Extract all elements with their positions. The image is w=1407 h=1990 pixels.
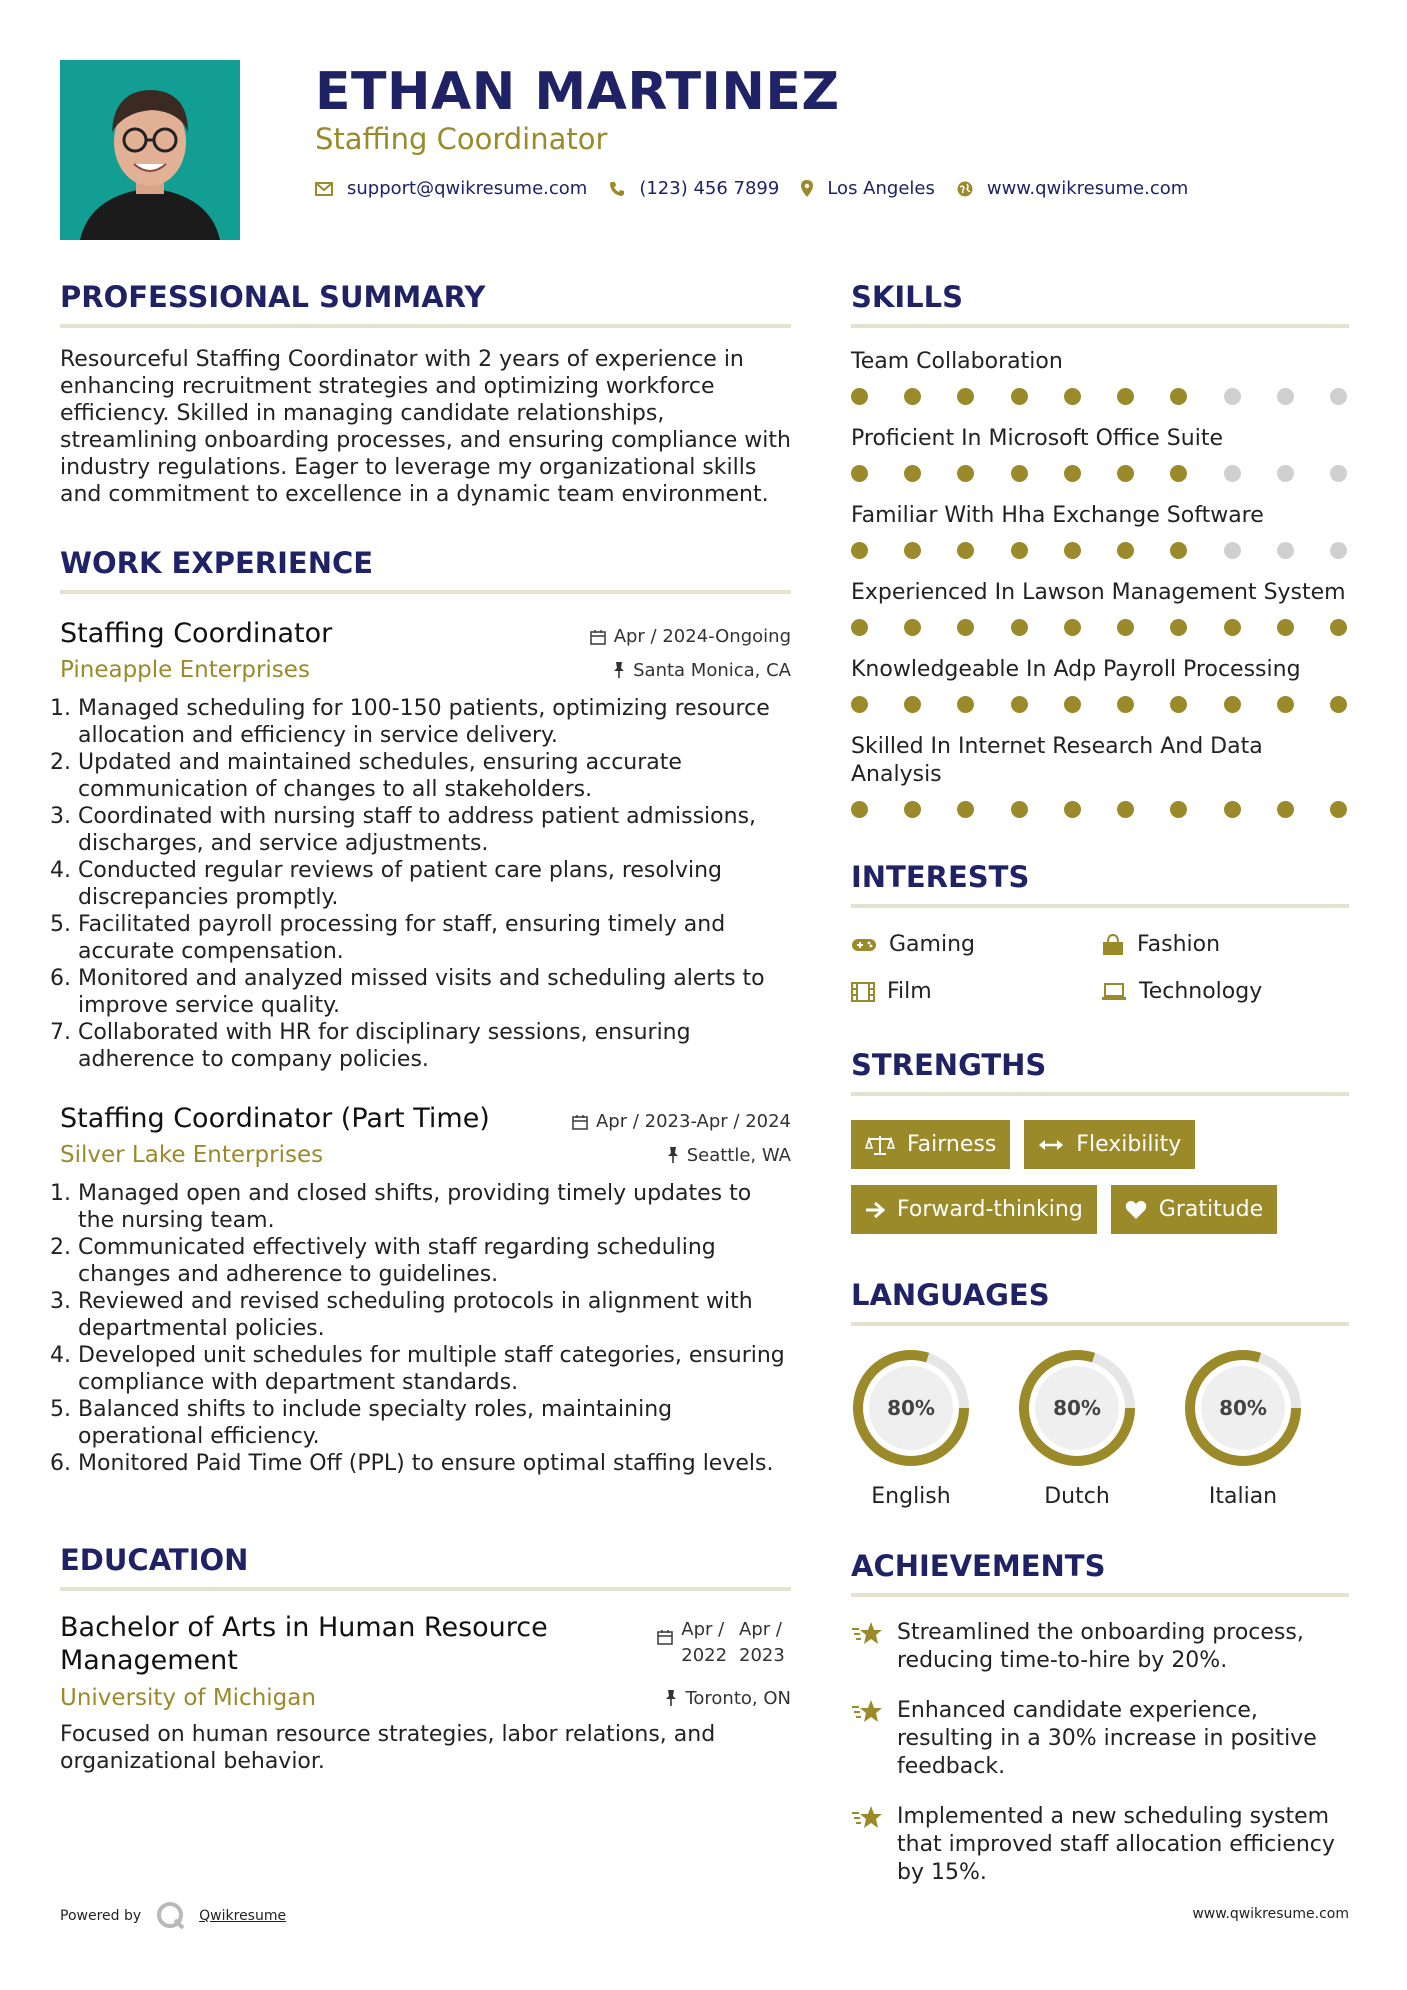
achievements-list: [851, 1619, 1349, 1887]
rating-dot: [1117, 465, 1134, 482]
strengths-section: [851, 1048, 1349, 1250]
interest-label: Gaming: [889, 932, 975, 957]
language-name: Dutch: [1044, 1484, 1110, 1509]
strength-tag: [851, 1185, 1097, 1234]
strength-label: Fairness: [907, 1132, 997, 1157]
education-section: [60, 1543, 791, 1775]
contact-email[interactable]: [315, 178, 587, 199]
job-bullet: 7. Collaborated with HR for disciplinary sessions, ensuring adherence to company policies.: [78, 1019, 791, 1073]
skill-rating: [851, 696, 1349, 713]
rating-dot: [904, 696, 921, 713]
contact-website[interactable]: [957, 178, 1188, 199]
rating-dot: [1011, 465, 1028, 482]
language-ring: [1183, 1348, 1303, 1468]
rating-dot: [1011, 696, 1028, 713]
film-icon: [851, 982, 875, 1002]
website-text: www.qwikresume.com: [986, 178, 1189, 199]
rating-dot: [1224, 801, 1241, 818]
skill-name: Familiar With Hha Exchange Software: [851, 503, 1264, 528]
rating-dot: [957, 542, 974, 559]
languages-section: [851, 1278, 1349, 1509]
rating-dot: [1170, 388, 1187, 405]
rating-dot: [851, 801, 868, 818]
pushpin-icon: [613, 662, 625, 678]
rating-dot: [1330, 696, 1347, 713]
language-name: English: [871, 1484, 951, 1509]
job-date: [590, 626, 791, 647]
envelope-icon: [315, 182, 333, 196]
star-icon: [851, 1805, 883, 1831]
interest-item: [851, 979, 1101, 1004]
job-bullet: 4. Conducted regular reviews of patient care plans, resolving discrepancies promptly.: [78, 857, 791, 911]
rating-dot: [1170, 696, 1187, 713]
rating-dot: [851, 465, 868, 482]
location-text: Los Angeles: [827, 178, 935, 199]
job-bullet: 6. Monitored and analyzed missed visits and scheduling alerts to improve service quality.: [78, 965, 791, 1019]
rating-dot: [1277, 801, 1294, 818]
balance-scale-icon: [865, 1134, 895, 1156]
rating-dot: [904, 465, 921, 482]
education-date: [657, 1617, 791, 1669]
footer-powered: [60, 1900, 286, 1932]
arrows-horizontal-icon: [1038, 1138, 1064, 1152]
brand-link[interactable]: Qwikresume: [199, 1908, 287, 1924]
contact-phone[interactable]: [609, 178, 779, 199]
achievement-item: [851, 1619, 1349, 1675]
strength-tag: [851, 1120, 1010, 1169]
job-bullet: 3. Reviewed and revised scheduling protocols in alignment with departmental policies.: [78, 1288, 791, 1342]
contact-location: [801, 178, 935, 199]
rating-dot: [1277, 388, 1294, 405]
gamepad-icon: [851, 937, 877, 953]
rating-dot: [851, 619, 868, 636]
interest-item: [851, 932, 1101, 957]
job-bullet: 2. Updated and maintained schedules, ensuring accurate communication of changes to all stakeholders.: [78, 749, 791, 803]
rating-dot: [1011, 801, 1028, 818]
rating-dot: [1224, 388, 1241, 405]
rating-dot: [1224, 465, 1241, 482]
skill-name: Team Collaboration: [851, 349, 1063, 374]
skill-rating: [851, 465, 1349, 482]
rating-dot: [1064, 388, 1081, 405]
language-percent: 80%: [1219, 1396, 1267, 1420]
rating-dot: [957, 465, 974, 482]
star-icon: [851, 1621, 883, 1647]
rating-dot: [1330, 465, 1347, 482]
interest-label: Film: [887, 979, 932, 1004]
rating-dot: [851, 542, 868, 559]
strength-label: Forward-thinking: [897, 1197, 1083, 1222]
rating-dot: [1117, 619, 1134, 636]
rating-dot: [1330, 542, 1347, 559]
language-name: Italian: [1208, 1484, 1278, 1509]
rating-dot: [904, 619, 921, 636]
skill-item: [851, 502, 1349, 559]
rating-dot: [1277, 542, 1294, 559]
language-percent: 80%: [887, 1396, 935, 1420]
skill-rating: [851, 542, 1349, 559]
achievement-item: [851, 1803, 1349, 1887]
skill-item: [851, 579, 1349, 636]
skill-item: [851, 656, 1349, 713]
achievement-text: Enhanced candidate experience, resulting in a 30% increase in positive feedback.: [897, 1698, 1317, 1779]
interest-item: [1101, 932, 1351, 957]
phone-icon: [609, 181, 625, 197]
job-title: Staffing Coordinator (Part Time): [60, 1103, 490, 1134]
email-text: support@qwikresume.com: [347, 178, 588, 199]
rating-dot: [1064, 465, 1081, 482]
education-date-start: Apr / 2022: [681, 1619, 728, 1666]
footer-site[interactable]: www.qwikresume.com: [1192, 1906, 1349, 1922]
candidate-title: Staffing Coordinator: [315, 122, 608, 156]
rating-dot: [1064, 696, 1081, 713]
qwikresume-logo-icon: [155, 1900, 187, 1932]
job-entry: [60, 618, 791, 1073]
education-location: [665, 1688, 791, 1709]
job-bullet: 1. Managed open and closed shifts, providing timely updates to the nursing team.: [78, 1180, 791, 1234]
company-name: Pineapple Enterprises: [60, 657, 310, 683]
rating-dot: [1224, 542, 1241, 559]
interests-list: [851, 932, 1349, 1004]
rating-dot: [1117, 801, 1134, 818]
rating-dot: [1011, 542, 1028, 559]
job-bullet: 5. Balanced shifts to include specialty roles, maintaining operational efficiency.: [78, 1396, 791, 1450]
skills-section: [851, 280, 1349, 818]
job-date-text: Apr / 2023-Apr / 2024: [595, 1111, 791, 1132]
language-ring: [851, 1348, 971, 1468]
strengths-heading: STRENGTHS: [851, 1048, 1349, 1096]
skills-list: [851, 348, 1349, 818]
rating-dot: [904, 801, 921, 818]
school-name: University of Michigan: [60, 1685, 316, 1711]
strengths-list: [851, 1120, 1349, 1250]
rating-dot: [1224, 696, 1241, 713]
achievement-text: Streamlined the onboarding process, reducing time-to-hire by 20%.: [897, 1620, 1304, 1673]
achievement-text: Implemented a new scheduling system that improved staff allocation efficiency by 15%.: [897, 1804, 1335, 1885]
job-bullet: 2. Communicated effectively with staff regarding scheduling changes and adherence to guidelines.: [78, 1234, 791, 1288]
interest-label: Technology: [1139, 979, 1263, 1004]
language-item: [851, 1348, 971, 1509]
interests-heading: INTERESTS: [851, 860, 1349, 908]
laptop-icon: [1101, 983, 1127, 1001]
education-description: Focused on human resource strategies, labor relations, and organizational behavior.: [60, 1722, 716, 1774]
skill-rating: [851, 619, 1349, 636]
job-bullet: 3. Coordinated with nursing staff to address patient admissions, discharges, and service adjustments.: [78, 803, 791, 857]
experience-heading: WORK EXPERIENCE: [60, 546, 791, 594]
rating-dot: [957, 619, 974, 636]
skill-name: Knowledgeable In Adp Payroll Processing: [851, 657, 1301, 682]
rating-dot: [1117, 696, 1134, 713]
strength-tag: [1024, 1120, 1195, 1169]
rating-dot: [1117, 388, 1134, 405]
rating-dot: [1064, 542, 1081, 559]
languages-heading: LANGUAGES: [851, 1278, 1349, 1326]
pushpin-icon: [665, 1690, 677, 1706]
rating-dot: [904, 388, 921, 405]
experience-section: [60, 546, 791, 1477]
language-percent: 80%: [1053, 1396, 1101, 1420]
arrow-right-icon: [865, 1201, 885, 1219]
rating-dot: [1170, 465, 1187, 482]
skill-name: Proficient In Microsoft Office Suite: [851, 426, 1223, 451]
contact-bar: [315, 178, 1210, 199]
education-heading: EDUCATION: [60, 1543, 791, 1591]
calendar-icon: [572, 1114, 588, 1130]
map-marker-icon: [801, 180, 813, 197]
skill-rating: [851, 801, 1349, 818]
rating-dot: [1064, 801, 1081, 818]
rating-dot: [1170, 542, 1187, 559]
rating-dot: [1330, 619, 1347, 636]
job-bullets: [60, 1180, 791, 1477]
powered-by-text: Powered by: [60, 1908, 142, 1924]
pushpin-icon: [667, 1147, 679, 1163]
summary-heading: PROFESSIONAL SUMMARY: [60, 280, 791, 328]
rating-dot: [957, 696, 974, 713]
job-location: [667, 1145, 791, 1166]
job-bullet: 5. Facilitated payroll processing for staff, ensuring timely and accurate compensation.: [78, 911, 791, 965]
company-name: Silver Lake Enterprises: [60, 1142, 324, 1168]
calendar-icon: [657, 1629, 673, 1645]
rating-dot: [1277, 696, 1294, 713]
rating-dot: [904, 542, 921, 559]
rating-dot: [1117, 542, 1134, 559]
candidate-name: ETHAN MARTINEZ: [315, 62, 840, 122]
skill-item: [851, 733, 1349, 818]
interests-section: [851, 860, 1349, 1004]
skills-heading: SKILLS: [851, 280, 1349, 328]
heart-icon: [1125, 1200, 1147, 1220]
job-bullet: 4. Developed unit schedules for multiple staff categories, ensuring compliance with department standards.: [78, 1342, 791, 1396]
job-location: [613, 660, 791, 681]
skill-item: [851, 348, 1349, 405]
job-bullet: 1. Managed scheduling for 100-150 patients, optimizing resource allocation and efficiency in service delivery.: [78, 695, 791, 749]
interest-item: [1101, 979, 1351, 1004]
skill-name: Skilled In Internet Research And Data Analysis: [851, 734, 1263, 787]
left-column: [60, 280, 791, 1775]
strength-label: Gratitude: [1158, 1197, 1264, 1222]
strength-label: Flexibility: [1076, 1132, 1182, 1157]
rating-dot: [1330, 388, 1347, 405]
job-location-text: Santa Monica, CA: [633, 659, 791, 681]
phone-text: (123) 456 7899: [639, 178, 780, 199]
education-location-text: Toronto, ON: [685, 1687, 791, 1709]
languages-list: [851, 1348, 1349, 1509]
rating-dot: [1224, 619, 1241, 636]
skill-item: [851, 425, 1349, 482]
job-bullets: [60, 695, 791, 1073]
education-date-end: Apr / 2023: [739, 1619, 785, 1666]
achievements-section: [851, 1549, 1349, 1887]
degree-title: Bachelor of Arts in Human Resource Management: [60, 1612, 548, 1676]
rating-dot: [851, 388, 868, 405]
rating-dot: [1277, 619, 1294, 636]
job-entry: [60, 1103, 791, 1477]
rating-dot: [1170, 801, 1187, 818]
summary-section: [60, 280, 791, 508]
language-item: [1017, 1348, 1137, 1509]
interest-label: Fashion: [1137, 932, 1221, 957]
rating-dot: [851, 696, 868, 713]
rating-dot: [1170, 619, 1187, 636]
rating-dot: [1330, 801, 1347, 818]
job-title: Staffing Coordinator: [60, 618, 333, 649]
skill-rating: [851, 388, 1349, 405]
achievements-heading: ACHIEVEMENTS: [851, 1549, 1349, 1597]
job-date: [572, 1111, 791, 1132]
skill-name: Experienced In Lawson Management System: [851, 580, 1346, 605]
job-date-text: Apr / 2024-Ongoing: [613, 626, 791, 647]
globe-icon: [957, 181, 973, 197]
rating-dot: [957, 388, 974, 405]
strength-tag: [1111, 1185, 1277, 1234]
language-item: [1183, 1348, 1303, 1509]
rating-dot: [1277, 465, 1294, 482]
rating-dot: [957, 801, 974, 818]
shopping-bag-icon: [1101, 934, 1125, 956]
achievement-item: [851, 1697, 1349, 1781]
rating-dot: [1011, 388, 1028, 405]
job-location-text: Seattle, WA: [686, 1144, 791, 1166]
language-ring: [1017, 1348, 1137, 1468]
rating-dot: [1011, 619, 1028, 636]
calendar-icon: [590, 629, 606, 645]
summary-text: Resourceful Staffing Coordinator with 2 years of experience in enhancing recruitment strategies and optimizing workforce efficiency. Skilled in managing candidate relationships, streamlining onboarding processes, and ensuring compliance with industry regulations. Eager to leverage my organizational skills and commitment to excellence in a dynamic team environment.: [60, 347, 791, 507]
job-bullet: 6. Monitored Paid Time Off (PPL) to ensure optimal staffing levels.: [78, 1450, 791, 1477]
profile-photo: [60, 60, 240, 240]
star-icon: [851, 1699, 883, 1725]
right-column: [851, 280, 1349, 1887]
rating-dot: [1064, 619, 1081, 636]
